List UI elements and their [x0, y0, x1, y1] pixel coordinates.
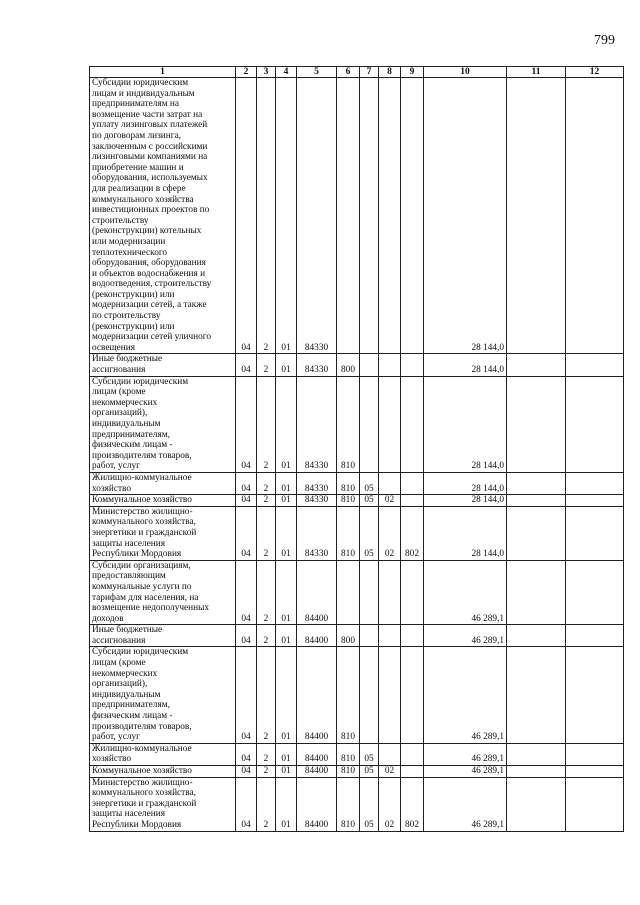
cell-col12 [566, 495, 624, 507]
cell-amount: 28 144,0 [424, 506, 507, 560]
cell-col4: 01 [276, 766, 297, 778]
cell-col2: 04 [236, 647, 257, 743]
cell-col5: 84400 [297, 766, 337, 778]
cell-col6: 800 [337, 354, 360, 376]
cell-col3: 2 [257, 354, 276, 376]
cell-col2: 04 [236, 625, 257, 647]
cell-col9 [401, 376, 424, 472]
cell-col4: 01 [276, 495, 297, 507]
cell-col7: 05 [360, 495, 379, 507]
cell-col2: 04 [236, 354, 257, 376]
cell-col12 [566, 78, 624, 354]
cell-col8 [379, 472, 401, 494]
table-row [90, 506, 624, 560]
cell-col2: 04 [236, 506, 257, 560]
cell-col11 [507, 495, 566, 507]
cell-col9 [401, 78, 424, 354]
column-header: 6 [337, 67, 360, 78]
cell-col9: 802 [401, 777, 424, 831]
cell-col4: 01 [276, 743, 297, 765]
table-row [90, 766, 624, 778]
cell-col12 [566, 766, 624, 778]
cell-amount: 28 144,0 [424, 495, 507, 507]
row-name: Субсидии юридическим лицам (кроме некоммерческих организаций), индивидуальным предпринимателям, физическим лицам - производителям товаров, работ, услуг [90, 376, 236, 472]
cell-amount: 28 144,0 [424, 472, 507, 494]
cell-col7: 05 [360, 777, 379, 831]
cell-col9 [401, 560, 424, 625]
cell-amount: 46 289,1 [424, 625, 507, 647]
column-header: 2 [236, 67, 257, 78]
column-header: 7 [360, 67, 379, 78]
cell-col4: 01 [276, 354, 297, 376]
cell-col12 [566, 376, 624, 472]
cell-amount: 46 289,1 [424, 743, 507, 765]
cell-col3: 2 [257, 472, 276, 494]
cell-col11 [507, 354, 566, 376]
cell-col2: 04 [236, 472, 257, 494]
cell-col2: 04 [236, 743, 257, 765]
cell-col12 [566, 777, 624, 831]
cell-col3: 2 [257, 766, 276, 778]
cell-col4: 01 [276, 506, 297, 560]
cell-col3: 2 [257, 78, 276, 354]
cell-col11 [507, 766, 566, 778]
table-row [90, 78, 624, 354]
cell-col7: 05 [360, 743, 379, 765]
cell-col5: 84400 [297, 777, 337, 831]
cell-col11 [507, 506, 566, 560]
cell-col6: 810 [337, 766, 360, 778]
budget-table [89, 66, 624, 832]
cell-col6: 810 [337, 743, 360, 765]
cell-col5: 84400 [297, 647, 337, 743]
table-row [90, 743, 624, 765]
cell-col4: 01 [276, 78, 297, 354]
cell-col9 [401, 354, 424, 376]
column-header: 4 [276, 67, 297, 78]
table-row [90, 472, 624, 494]
cell-col3: 2 [257, 495, 276, 507]
cell-col9 [401, 625, 424, 647]
cell-col3: 2 [257, 376, 276, 472]
cell-col7 [360, 560, 379, 625]
cell-col4: 01 [276, 647, 297, 743]
cell-col12 [566, 647, 624, 743]
cell-col5: 84330 [297, 506, 337, 560]
cell-col9 [401, 743, 424, 765]
cell-col11 [507, 647, 566, 743]
column-header: 1 [90, 67, 236, 78]
row-name: Субсидии организациям, предоставляющим коммунальные услуги по тарифам для населения, на возмещение недополученных доходов [90, 560, 236, 625]
cell-col5: 84330 [297, 78, 337, 354]
cell-col6: 810 [337, 495, 360, 507]
column-header: 10 [424, 67, 507, 78]
row-name: Министерство жилищно- коммунального хозяйства, энергетики и гражданской защиты населения Республики Мордовия [90, 777, 236, 831]
cell-col5: 84330 [297, 354, 337, 376]
cell-col11 [507, 777, 566, 831]
cell-col8: 02 [379, 766, 401, 778]
cell-col7 [360, 354, 379, 376]
column-header: 5 [297, 67, 337, 78]
cell-col11 [507, 743, 566, 765]
table-body [90, 78, 624, 832]
cell-col8: 02 [379, 777, 401, 831]
cell-col12 [566, 743, 624, 765]
cell-col5: 84330 [297, 376, 337, 472]
cell-col7: 05 [360, 766, 379, 778]
cell-amount: 46 289,1 [424, 766, 507, 778]
cell-col5: 84330 [297, 472, 337, 494]
cell-col2: 04 [236, 560, 257, 625]
cell-col12 [566, 625, 624, 647]
cell-col6: 810 [337, 376, 360, 472]
cell-col2: 04 [236, 777, 257, 831]
cell-col11 [507, 78, 566, 354]
table-row [90, 354, 624, 376]
cell-col6: 810 [337, 506, 360, 560]
row-name: Иные бюджетные ассигнования [90, 625, 236, 647]
column-header: 9 [401, 67, 424, 78]
cell-col6: 810 [337, 777, 360, 831]
cell-col3: 2 [257, 625, 276, 647]
table-row [90, 495, 624, 507]
cell-col4: 01 [276, 376, 297, 472]
cell-col11 [507, 376, 566, 472]
cell-col8: 02 [379, 495, 401, 507]
row-name: Жилищно-коммунальное хозяйство [90, 743, 236, 765]
row-name: Иные бюджетные ассигнования [90, 354, 236, 376]
table-row [90, 376, 624, 472]
table-row [90, 625, 624, 647]
cell-col6 [337, 560, 360, 625]
cell-col2: 04 [236, 495, 257, 507]
cell-col5: 84330 [297, 495, 337, 507]
table-row [90, 777, 624, 831]
cell-col8 [379, 560, 401, 625]
cell-col6: 800 [337, 625, 360, 647]
cell-amount: 28 144,0 [424, 376, 507, 472]
row-name: Субсидии юридическим лицам и индивидуальным предпринимателям на возмещение части затрат на уплату лизинговых платежей по договорам лизинга, заключенным с российскими лизинговыми компаниями на приобретение машин и оборудования, используемых для реализации в сфере коммунального хозяйства инвестиционных проектов по строительству (реконструкции) котельных или модернизации теплотехнического оборудования, оборудования и объектов водоснабжения и водоотведения, строительству (реконструкции) или модернизации сетей, а также по строительству (реконструкции) или модернизации сетей уличного освещения [90, 78, 236, 354]
cell-col12 [566, 560, 624, 625]
cell-col11 [507, 560, 566, 625]
table-row [90, 560, 624, 625]
cell-col8 [379, 78, 401, 354]
cell-col2: 04 [236, 766, 257, 778]
cell-col8 [379, 625, 401, 647]
cell-col5: 84400 [297, 743, 337, 765]
cell-col7 [360, 78, 379, 354]
row-name: Субсидии юридическим лицам (кроме некоммерческих организаций), индивидуальным предпринимателям, физическим лицам - производителям товаров, работ, услуг [90, 647, 236, 743]
cell-col2: 04 [236, 78, 257, 354]
cell-col4: 01 [276, 560, 297, 625]
cell-col3: 2 [257, 743, 276, 765]
cell-col3: 2 [257, 560, 276, 625]
cell-col5: 84400 [297, 625, 337, 647]
cell-col4: 01 [276, 777, 297, 831]
cell-col8 [379, 354, 401, 376]
row-name: Коммунальное хозяйство [90, 495, 236, 507]
cell-col8 [379, 743, 401, 765]
column-header: 3 [257, 67, 276, 78]
row-name: Жилищно-коммунальное хозяйство [90, 472, 236, 494]
cell-col12 [566, 472, 624, 494]
cell-col9 [401, 472, 424, 494]
cell-col4: 01 [276, 472, 297, 494]
column-header: 11 [507, 67, 566, 78]
cell-col4: 01 [276, 625, 297, 647]
cell-amount: 46 289,1 [424, 777, 507, 831]
cell-col7: 05 [360, 506, 379, 560]
cell-col9 [401, 495, 424, 507]
cell-col8 [379, 376, 401, 472]
cell-amount: 28 144,0 [424, 354, 507, 376]
cell-col6: 810 [337, 647, 360, 743]
row-name: Коммунальное хозяйство [90, 766, 236, 778]
cell-col9: 802 [401, 506, 424, 560]
cell-col6 [337, 78, 360, 354]
cell-col7: 05 [360, 472, 379, 494]
column-header: 8 [379, 67, 401, 78]
cell-col3: 2 [257, 647, 276, 743]
cell-col5: 84400 [297, 560, 337, 625]
cell-col11 [507, 472, 566, 494]
cell-col8: 02 [379, 506, 401, 560]
cell-col3: 2 [257, 506, 276, 560]
column-header: 12 [566, 67, 624, 78]
cell-col7 [360, 376, 379, 472]
table-row [90, 647, 624, 743]
cell-col11 [507, 625, 566, 647]
cell-col7 [360, 625, 379, 647]
cell-col12 [566, 354, 624, 376]
cell-amount: 46 289,1 [424, 560, 507, 625]
page-number: 799 [594, 33, 615, 48]
cell-col2: 04 [236, 376, 257, 472]
row-name: Министерство жилищно- коммунального хозяйства, энергетики и гражданской защиты населения Республики Мордовия [90, 506, 236, 560]
cell-col7 [360, 647, 379, 743]
cell-col3: 2 [257, 777, 276, 831]
cell-amount: 28 144,0 [424, 78, 507, 354]
cell-amount: 46 289,1 [424, 647, 507, 743]
cell-col9 [401, 647, 424, 743]
cell-col9 [401, 766, 424, 778]
cell-col6: 810 [337, 472, 360, 494]
cell-col8 [379, 647, 401, 743]
cell-col12 [566, 506, 624, 560]
table-header-row [90, 67, 624, 78]
